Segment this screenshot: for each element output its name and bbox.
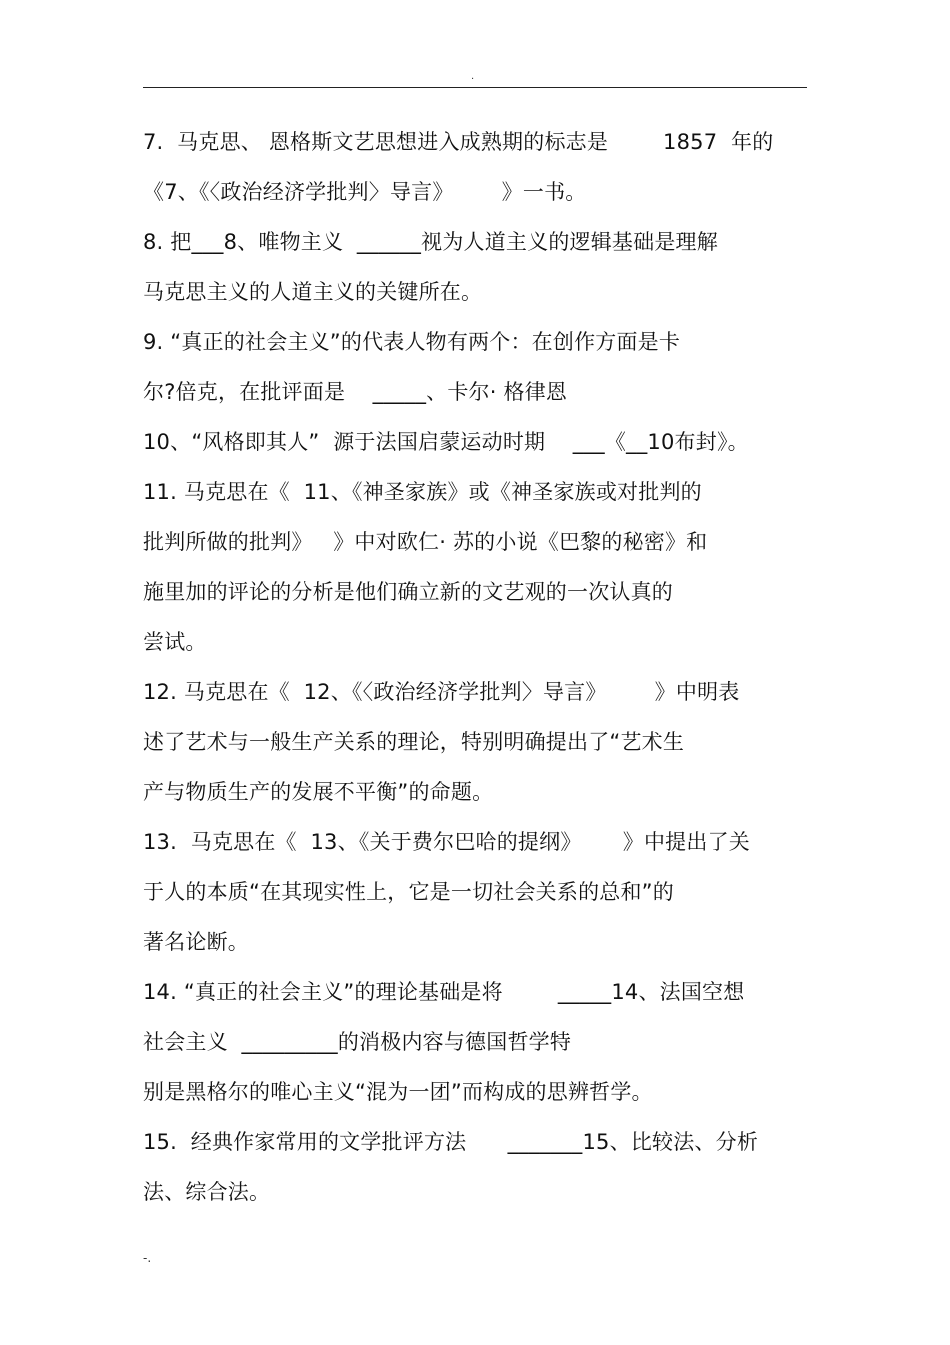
text-line: 马克思主义的人道主义的关键所在。 <box>143 280 483 304</box>
text-line: 15. 经典作家常用的文学批评方法 _______15、比较法、分析 <box>143 1130 759 1154</box>
text-line: 于人的本质“在其现实性上，它是一切社会关系的总和”的 <box>143 880 674 904</box>
text-line: 产与物质生产的发展不平衡”的命题。 <box>143 780 494 804</box>
text-line: 14. “真正的社会主义”的理论基础是将 _____14、法国空想 <box>143 980 745 1004</box>
text-line: 13. 马克思在《 13、《关于费尔巴哈的提纲》 》中提出了关 <box>143 830 750 854</box>
text-line: 述了艺术与一般生产关系的理论，特别明确提出了“艺术生 <box>143 730 685 754</box>
text-line: 批判所做的批判》 》中对欧仁· 苏的小说《巴黎的秘密》和 <box>143 530 708 554</box>
document-body <box>143 117 823 1217</box>
text-line: 别是黑格尔的唯心主义“混为一团”而构成的思辨哲学。 <box>143 1080 653 1104</box>
header-rule <box>143 87 807 88</box>
text-line: 9. “真正的社会主义”的代表人物有两个：在创作方面是卡 <box>143 330 681 354</box>
text-line: 施里加的评论的分析是他们确立新的文艺观的一次认真的 <box>143 580 673 604</box>
text-line: 8. 把___8、唯物主义 ______视为人道主义的逻辑基础是理解 <box>143 230 718 254</box>
text-line: 《7、《〈政治经济学批判〉导言》 》一书。 <box>143 180 587 204</box>
text-line: 7. 马克思、 恩格斯文艺思想进入成熟期的标志是 1857 年的 <box>143 130 774 154</box>
text-line: 尝试。 <box>143 630 207 654</box>
text-line: 著名论断。 <box>143 930 249 954</box>
footer-mark: -. <box>143 1251 152 1265</box>
text-line: 尔?倍克，在批评面是 _____、卡尔· 格律恩 <box>143 380 568 404</box>
text-line: 社会主义 _________的消极内容与德国哲学特 <box>143 1030 572 1054</box>
text-line: 11. 马克思在《 11、《神圣家族》或《神圣家族或对批判的 <box>143 480 702 504</box>
text-line: 12. 马克思在《 12、《〈政治经济学批判〉导言》 》中明表 <box>143 680 740 704</box>
text-line: 10、“风格即其人” 源于法国启蒙运动时期 ___《__10布封》。 <box>143 430 749 454</box>
header-dot: . <box>471 71 475 82</box>
text-line: 法、综合法。 <box>143 1180 271 1204</box>
